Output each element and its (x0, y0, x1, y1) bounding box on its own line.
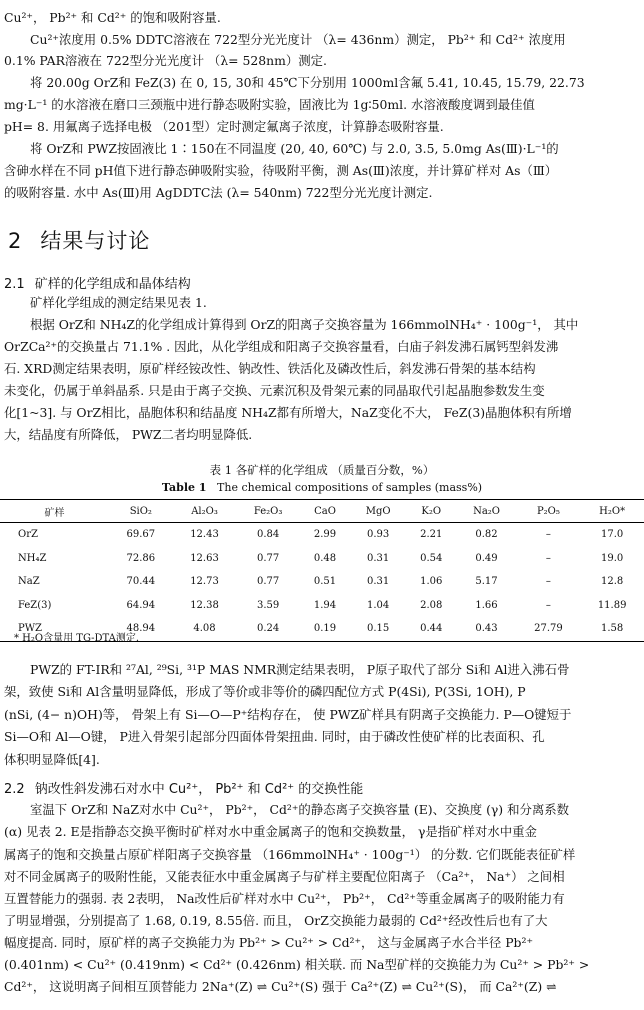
table-cell: 0.48 (313, 552, 337, 564)
table-cell: 0.19 (300, 617, 350, 641)
table-header-cell: P₂O₅ (517, 500, 581, 523)
table-cell: 70.44 (126, 576, 156, 588)
text-line: PWZ的 FT-IR和 ²⁷Al, ²⁹Si, ³¹P MAS NMR测定结果表明， P原子取代了部分 Si和 Al进入沸石骨 (30, 662, 570, 677)
table-cell: 0.15 (350, 617, 406, 641)
table-cell: 0.82 (475, 529, 498, 541)
table-header-cell: Fe₂O₃ (236, 500, 299, 523)
subsection-title: 矿样的化学组成和晶体结构 (34, 277, 191, 292)
table-cell: 0.49 (475, 552, 498, 564)
table-cell: 0.84 (256, 529, 280, 541)
table-header-cell: 矿样 (0, 500, 109, 523)
table-cell: 0.24 (236, 617, 299, 641)
text-line: 含砷水样在不同 pH值下进行静态砷吸附实验，待吸附平衡，测 As(Ⅲ)浓度，并计算矿样对 As（Ⅲ） (4, 163, 558, 178)
table-cell: 1.94 (313, 599, 337, 611)
table-cell: 72.86 (126, 552, 156, 564)
table-cell: 64.94 (126, 599, 156, 611)
text-line: 体积明显降低[4]. (4, 752, 100, 767)
subsection-title: 钠改性斜发沸石对水中 Cu²⁺， Pb²⁺ 和 Cd²⁺ 的交换性能 (34, 782, 364, 797)
text-line: 架，致使 Si和 Al含量明显降低，形成了等价或非等价的磷四配位方式 P(4Si), P(3Si, 1OH), P (4, 684, 526, 699)
table-header-cell: Al₂O₃ (173, 500, 237, 523)
table-cell: 19.0 (601, 552, 624, 564)
table-row (0, 594, 644, 618)
text-line: 了明显增强，分别提高了 1.68, 0.19, 8.55倍. 而且， OrZ交换能力最弱的 Cd²⁺经改性后也有了大 (4, 913, 548, 928)
table-cell: 12.8 (601, 576, 624, 588)
table-cell: 2.99 (313, 529, 337, 541)
table-cell: 0.54 (420, 552, 443, 564)
text-line: 互置替能力的强弱. 表 2表明， Na改性后矿样对水中 Cu²⁺， Pb²⁺， Cd²⁺等重金属离子的吸附能力有 (4, 891, 565, 906)
table-cell: FeZ(3) (18, 599, 52, 611)
text-line: 大，结晶度有所降低， PWZ二者均明显降低. (4, 427, 253, 442)
subsection-number: 2.2 (4, 782, 25, 797)
table-cell: – (545, 599, 551, 611)
table-cell: 2.21 (420, 529, 443, 541)
text-line: 将 OrZ和 PWZ按固液比 1∶150在不同温度 (20, 40, 60℃) 与 2.0, 3.5, 5.0mg As(Ⅲ)·L⁻¹的 (30, 141, 559, 156)
table-cell: 5.17 (475, 576, 498, 588)
table-cell: 0.44 (406, 617, 456, 641)
table-cell: 0.51 (313, 576, 337, 588)
section-heading (8, 225, 150, 255)
subsection-heading (4, 778, 363, 797)
table-cell: NH₄Z (18, 552, 47, 564)
table-header-cell: K₂O (406, 500, 456, 523)
table-cell: 12.38 (190, 599, 219, 611)
table-cell: 4.08 (173, 617, 237, 641)
table-header-cell: MgO (350, 500, 406, 523)
table-cell: 1.66 (475, 599, 498, 611)
table-cell: 27.79 (517, 617, 581, 641)
text-line: Si—O和 Al—O键， P进入骨架引起部分四面体骨架扭曲. 同时，由于磷改性使矿样的比表面积、孔 (4, 729, 545, 744)
table-cell: 1.58 (580, 617, 644, 641)
table-header-cell: SiO₂ (109, 500, 173, 523)
table-cell: 12.63 (190, 552, 219, 564)
text-line: 幅度提高. 同时，原矿样的离子交换能力为 Pb²⁺ > Cu²⁺ > Cd²⁺， 这与金属离子水合半径 Pb²⁺ (4, 935, 533, 950)
table-caption-cn: 表 1 各矿样的化学组成 （质量百分数，%） (209, 463, 435, 477)
text-line: Cu²⁺浓度用 0.5% DDTC溶液在 722型分光光度计 （λ= 436nm）测定， Pb²⁺ 和 Cd²⁺ 浓度用 (30, 32, 566, 47)
table-header-cell: H₂O* (580, 500, 644, 523)
text-line: (α) 见表 2. E是指静态交换平衡时矿样对水中重金属离子的饱和交换数量， γ是指矿样对水中重金 (4, 824, 537, 839)
table-cell: – (545, 552, 551, 564)
section-title: 结果与讨论 (40, 229, 151, 253)
table-cell: – (545, 576, 551, 588)
table-cell: 11.89 (597, 599, 627, 611)
table-footnote: * H₂O含量用 TG-DTA测定. (14, 633, 140, 644)
text-line: 0.1% PAR溶液在 722型分光光度计 （λ= 528nm）测定. (4, 53, 327, 68)
text-line: 对不同金属离子的吸附性能，又能表征水中重金属离子与矿样主要配位阳离子 （Ca²⁺， Na⁺） 之间相 (4, 869, 565, 884)
table-row (0, 547, 644, 571)
text-line: mg·L⁻¹ 的水溶液在磨口三颈瓶中进行静态吸附实验，固液比为 1g∶50ml. 水溶液酸度调到最佳值 (4, 97, 535, 112)
table-cell: 0.77 (256, 576, 280, 588)
text-line: pH= 8. 用氟离子选择电极 （201型）定时测定氟离子浓度，计算静态吸附容量. (4, 119, 444, 134)
text-line: (nSi, (4− n)OH)等， 骨架上有 Si—O—P⁺结构存在， 使 PWZ矿样具有阴离子交换能力. P—O键短于 (4, 707, 572, 722)
table-caption-en (0, 481, 644, 494)
section-number: 2 (8, 229, 23, 253)
table-cell: PWZ (0, 617, 109, 641)
text-line: 将 20.00g OrZ和 FeZ(3) 在 0, 15, 30和 45℃下分别用 1000ml含氟 5.41, 10.45, 15.79, 22.73 (30, 75, 585, 90)
table-cell: 0.77 (256, 552, 280, 564)
text-line: 化[1~3]. 与 OrZ相比，晶胞体积和结晶度 NH₄Z都有所增大，NaZ变化不大， FeZ(3)晶胞体积有所增 (4, 405, 572, 420)
table-header-cell: Na₂O (456, 500, 516, 523)
text-line: 未变化，仍属于单斜晶系. 只是由于离子交换、元素沉积及骨架元素的同晶取代引起晶胞参数发生变 (4, 383, 545, 398)
table-row (0, 570, 644, 594)
table-cell: 1.04 (367, 599, 390, 611)
table-cell: 0.31 (367, 552, 390, 564)
table-cell: 3.59 (256, 599, 280, 611)
composition-table (0, 499, 644, 642)
table-cell: 12.43 (190, 529, 219, 541)
subsection-number: 2.1 (4, 277, 25, 292)
text-line: 室温下 OrZ和 NaZ对水中 Cu²⁺， Pb²⁺， Cd²⁺的静态离子交换容量 (E)、交换度 (γ) 和分离系数 (30, 802, 570, 817)
text-line: 属离子的饱和交换量占原矿样阳离子交换容量 （166mmolNH₄⁺ · 100g⁻¹） 的分数. 它们既能表征矿样 (4, 847, 576, 862)
table-cell: – (545, 529, 551, 541)
table-cell: 0.93 (367, 529, 390, 541)
table-cell: 0.31 (367, 576, 390, 588)
table-row (0, 523, 644, 547)
table-header-row (0, 500, 644, 523)
text-line: Cd²⁺， 这说明离子间相互顶替能力 2Na⁺(Z) ⇌ Cu²⁺(S) 强于 Ca²⁺(Z) ⇌ Cu²⁺(S)， 而 Ca²⁺(Z) ⇌ (4, 979, 557, 994)
text-line: (0.401nm) < Cu²⁺ (0.419nm) < Cd²⁺ (0.426nm) 相关联. 而 Na型矿样的交换能力为 Cu²⁺ > Pb²⁺ > (4, 957, 590, 972)
table-cell: 2.08 (420, 599, 443, 611)
table-cell: 17.0 (601, 529, 624, 541)
text-line: 根据 OrZ和 NH₄Z的化学组成计算得到 OrZ的阳离子交换容量为 166mmolNH₄⁺ · 100g⁻¹， 其中 (30, 317, 579, 332)
text-line: 矿样化学组成的测定结果见表 1. (30, 295, 207, 310)
table-cell: 69.67 (126, 529, 156, 541)
table-header-cell: CaO (300, 500, 350, 523)
text-line: 石. XRD测定结果表明，原矿样经铵改性、钠改性、铁活化及磷改性后，斜发沸石骨架的基本结构 (4, 361, 536, 376)
table-cell: 12.73 (190, 576, 219, 588)
text-line: 的吸附容量. 水中 As(Ⅲ)用 AgDDTC法 (λ= 540nm) 722型分光光度计测定. (4, 185, 433, 200)
table-cell: 1.06 (420, 576, 443, 588)
subsection-heading (4, 273, 191, 292)
text-line: OrZCa²⁺的交换量占 71.1% . 因此，从化学组成和阳离子交换容量看，白庙子斜发沸石属钙型斜发沸 (4, 339, 559, 354)
table-cell: NaZ (18, 576, 40, 588)
table-label: Table 1 (161, 481, 207, 494)
table-caption-text: The chemical compositions of samples (mass%) (217, 481, 483, 494)
text-line: Cu²⁺， Pb²⁺ 和 Cd²⁺ 的饱和吸附容量. (4, 10, 221, 25)
table-cell: 0.43 (456, 617, 516, 641)
table-cell: OrZ (18, 529, 38, 541)
table-cell: 48.94 (109, 617, 173, 641)
